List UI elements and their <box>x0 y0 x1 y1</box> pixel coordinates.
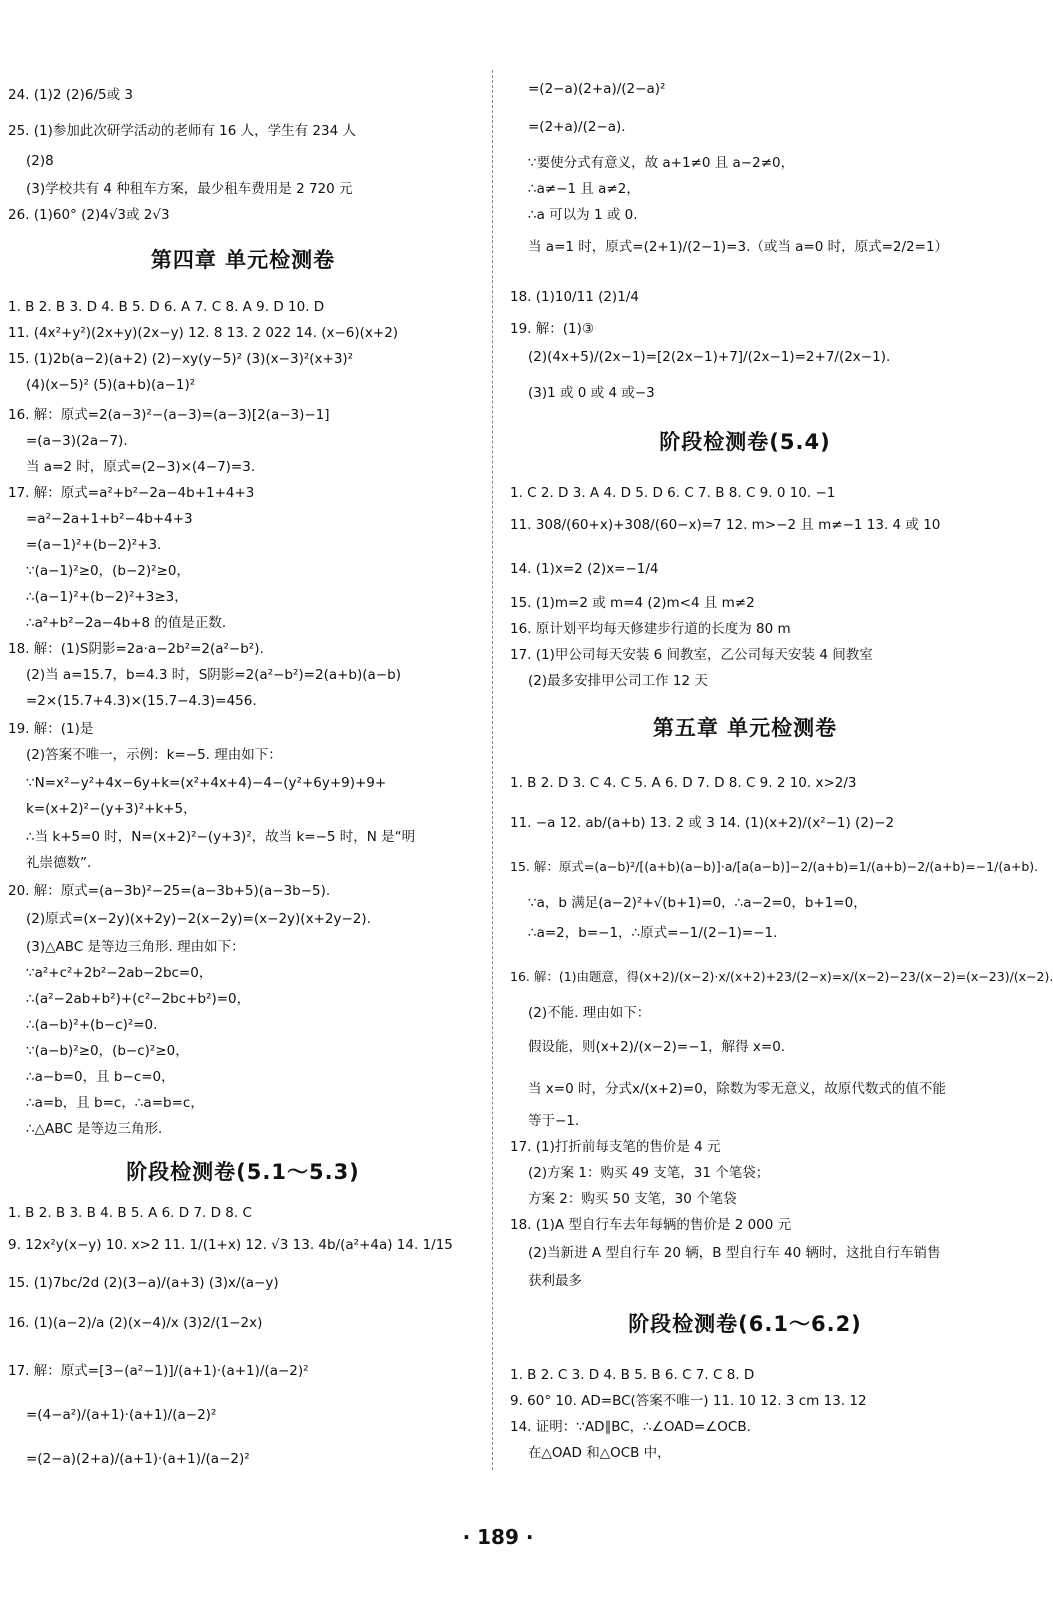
answer-line: 获利最多 <box>528 1273 582 1289</box>
section-title: 阶段检测卷(5.1～5.3) <box>126 1160 360 1184</box>
answer-line: 假设能，则(x+2)/(x−2)=−1，解得 x=0. <box>528 1039 786 1055</box>
page-number: · 189 · <box>462 1525 534 1549</box>
answer-line: 16. 原计划平均每天修建步行道的长度为 80 m <box>510 621 791 637</box>
answer-line: 15. 解：原式=(a−b)²/[(a+b)(a−b)]·a/[a(a−b)]−2/(a+b)=1/(a+b)−2/(a+b)=−1/(a+b). <box>510 859 1039 874</box>
answer-line: 当 a=2 时，原式=(2−3)×(4−7)=3. <box>26 459 256 475</box>
answer-line: ∴a=2，b=−1，∴原式=−1/(2−1)=−1. <box>528 925 778 941</box>
answer-line: 20. 解：原式=(a−3b)²−25=(a−3b+5)(a−3b−5). <box>8 883 331 899</box>
answer-line: 17. 解：原式=[3−(a²−1)]/(a+1)·(a+1)/(a−2)² <box>8 1363 309 1379</box>
answer-line: (2)当 a=15.7，b=4.3 时，S阴影=2(a²−b²)=2(a+b)(a−b) <box>26 667 401 683</box>
answer-line: 11. 308/(60+x)+308/(60−x)=7 12. m>−2 且 m≠−1 13. 4 或 10 <box>510 517 941 533</box>
answer-line: ∵(a−b)²≥0，(b−c)²≥0， <box>26 1043 189 1059</box>
answer-line: (2)方案 1：购买 49 支笔，31 个笔袋； <box>528 1165 770 1181</box>
answer-line: 礼崇德数”. <box>26 855 92 871</box>
answer-line: =(4−a²)/(a+1)·(a+1)/(a−2)² <box>26 1407 217 1423</box>
section-title: 阶段检测卷(6.1～6.2) <box>628 1312 862 1336</box>
answer-line: =a²−2a+1+b²−4b+4+3 <box>26 511 193 527</box>
answer-line: 16. (1)(a−2)/a (2)(x−4)/x (3)2/(1−2x) <box>8 1315 263 1331</box>
answer-line: ∴a 可以为 1 或 0. <box>528 207 638 223</box>
answer-line: =(2−a)(2+a)/(a+1)·(a+1)/(a−2)² <box>26 1451 250 1467</box>
section-title: 阶段检测卷(5.4) <box>659 430 831 454</box>
section-title: 第四章 单元检测卷 <box>150 248 336 272</box>
section-title: 第五章 单元检测卷 <box>652 716 838 740</box>
answer-line: =(2+a)/(2−a). <box>528 119 626 135</box>
answer-line: 14. 证明：∵AD∥BC，∴∠OAD=∠OCB. <box>510 1419 751 1435</box>
answer-line: 25. (1)参加此次研学活动的老师有 16 人，学生有 234 人 <box>8 123 356 139</box>
answer-line: 18. (1)A 型自行车去年每辆的售价是 2 000 元 <box>510 1217 792 1233</box>
answer-line: ∴a−b=0，且 b−c=0， <box>26 1069 175 1085</box>
answer-line: (2)8 <box>26 153 54 169</box>
answer-line: (2)不能. 理由如下： <box>528 1005 651 1021</box>
answer-line: (3)1 或 0 或 4 或−3 <box>528 385 655 401</box>
answer-line: 17. (1)打折前每支笔的售价是 4 元 <box>510 1139 721 1155</box>
answer-line: (3)学校共有 4 种租车方案，最少租车费用是 2 720 元 <box>26 181 353 197</box>
answer-line: ∵a²+c²+2b²−2ab−2bc=0， <box>26 965 213 981</box>
answer-line: 等于−1. <box>528 1113 580 1129</box>
answer-line: ∴a≠−1 且 a≠2， <box>528 181 640 197</box>
answer-line: ∴a²+b²−2a−4b+8 的值是正数. <box>26 615 227 631</box>
answer-line: 当 a=1 时，原式=(2+1)/(2−1)=3.（或当 a=0 时，原式=2/2=1） <box>528 239 949 255</box>
answer-line: (4)(x−5)² (5)(a+b)(a−1)² <box>26 377 196 393</box>
answer-line: ∵(a−1)²≥0，(b−2)²≥0， <box>26 563 190 579</box>
answer-line: 11. (4x²+y²)(2x+y)(2x−y) 12. 8 13. 2 022 14. (x−6)(x+2) <box>8 325 399 341</box>
answer-line: 15. (1)7bc/2d (2)(3−a)/(a+3) (3)x/(a−y) <box>8 1275 279 1291</box>
answer-line: 19. 解：(1)是 <box>8 721 94 737</box>
answer-line: =(a−3)(2a−7). <box>26 433 128 449</box>
answer-line: ∴当 k+5=0 时，N=(x+2)²−(y+3)²，故当 k=−5 时，N 是“明 <box>26 829 416 845</box>
answer-line: k=(x+2)²−(y+3)²+k+5， <box>26 801 197 817</box>
answer-line: ∵要使分式有意义，故 a+1≠0 且 a−2≠0， <box>528 155 795 171</box>
answer-line: ∵N=x²−y²+4x−6y+k=(x²+4x+4)−4−(y²+6y+9)+9+ <box>26 775 387 791</box>
answer-line: 1. B 2. C 3. D 4. B 5. B 6. C 7. C 8. D <box>510 1367 755 1383</box>
answer-line: (2)答案不唯一，示例：k=−5. 理由如下： <box>26 747 282 763</box>
answer-line: 9. 60° 10. AD=BC(答案不唯一) 11. 10 12. 3 cm 13. 12 <box>510 1393 867 1409</box>
answer-line: 15. (1)m=2 或 m=4 (2)m<4 且 m≠2 <box>510 595 755 611</box>
answer-line: 19. 解：(1)③ <box>510 321 594 337</box>
answer-line: 18. (1)10/11 (2)1/4 <box>510 289 639 305</box>
answer-line: 16. 解：(1)由题意，得(x+2)/(x−2)·x/(x+2)+23/(2−x)=x/(x−2)−23/(x−2)=(x−23)/(x−2). <box>510 969 1053 984</box>
answer-line: (2)当新进 A 型自行车 20 辆，B 型自行车 40 辆时，这批自行车销售 <box>528 1245 941 1261</box>
answer-line: 18. 解：(1)S阴影=2a·a−2b²=2(a²−b²). <box>8 641 264 657</box>
answer-line: 在△OAD 和△OCB 中， <box>528 1445 671 1461</box>
answer-line: (2)最多安排甲公司工作 12 天 <box>528 673 708 689</box>
answer-line: =(2−a)(2+a)/(2−a)² <box>528 81 666 97</box>
answer-line: 24. (1)2 (2)6/5或 3 <box>8 87 133 103</box>
answer-line: 方案 2：购买 50 支笔，30 个笔袋 <box>528 1191 737 1207</box>
answer-line: 17. (1)甲公司每天安装 6 间教室，乙公司每天安装 4 间教室 <box>510 647 873 663</box>
answer-line: ∴(a−1)²+(b−2)²+3≥3， <box>26 589 188 605</box>
answer-line: 当 x=0 时，分式x/(x+2)=0，除数为零无意义，故原代数式的值不能 <box>528 1081 946 1097</box>
answer-line: 1. B 2. B 3. D 4. B 5. D 6. A 7. C 8. A 9. D 10. D <box>8 299 325 315</box>
answer-line: (2)原式=(x−2y)(x+2y)−2(x−2y)=(x−2y)(x+2y−2). <box>26 911 371 927</box>
answer-line: 1. B 2. B 3. B 4. B 5. A 6. D 7. D 8. C <box>8 1205 252 1221</box>
answer-line: ∵a，b 满足(a−2)²+√(b+1)=0，∴a−2=0，b+1=0， <box>528 895 867 911</box>
answer-line: 9. 12x²y(x−y) 10. x>2 11. 1/(1+x) 12. √3 13. 4b/(a²+4a) 14. 1/15 <box>8 1237 453 1253</box>
column-divider <box>492 70 493 1470</box>
answer-line: (2)(4x+5)/(2x−1)=[2(2x−1)+7]/(2x−1)=2+7/(2x−1). <box>528 349 891 365</box>
answer-line: 1. C 2. D 3. A 4. D 5. D 6. C 7. B 8. C 9. 0 10. −1 <box>510 485 836 501</box>
answer-line: =2×(15.7+4.3)×(15.7−4.3)=456. <box>26 693 257 709</box>
answer-line: (3)△ABC 是等边三角形. 理由如下： <box>26 939 245 955</box>
answer-line: 14. (1)x=2 (2)x=−1/4 <box>510 561 659 577</box>
answer-line: 16. 解：原式=2(a−3)²−(a−3)=(a−3)[2(a−3)−1] <box>8 407 330 423</box>
answer-line: 15. (1)2b(a−2)(a+2) (2)−xy(y−5)² (3)(x−3)²(x+3)² <box>8 351 354 367</box>
answer-line: 1. B 2. D 3. C 4. C 5. A 6. D 7. D 8. C 9. 2 10. x>2/3 <box>510 775 857 791</box>
answer-line: ∴a=b，且 b=c，∴a=b=c， <box>26 1095 204 1111</box>
answer-line: 26. (1)60° (2)4√3或 2√3 <box>8 207 170 223</box>
answer-line: 17. 解：原式=a²+b²−2a−4b+1+4+3 <box>8 485 255 501</box>
answer-line: ∴(a²−2ab+b²)+(c²−2bc+b²)=0， <box>26 991 251 1007</box>
answer-line: ∴△ABC 是等边三角形. <box>26 1121 163 1137</box>
answer-line: 11. −a 12. ab/(a+b) 13. 2 或 3 14. (1)(x+2)/(x²−1) (2)−2 <box>510 815 895 831</box>
answer-line: =(a−1)²+(b−2)²+3. <box>26 537 162 553</box>
answer-line: ∴(a−b)²+(b−c)²=0. <box>26 1017 158 1033</box>
